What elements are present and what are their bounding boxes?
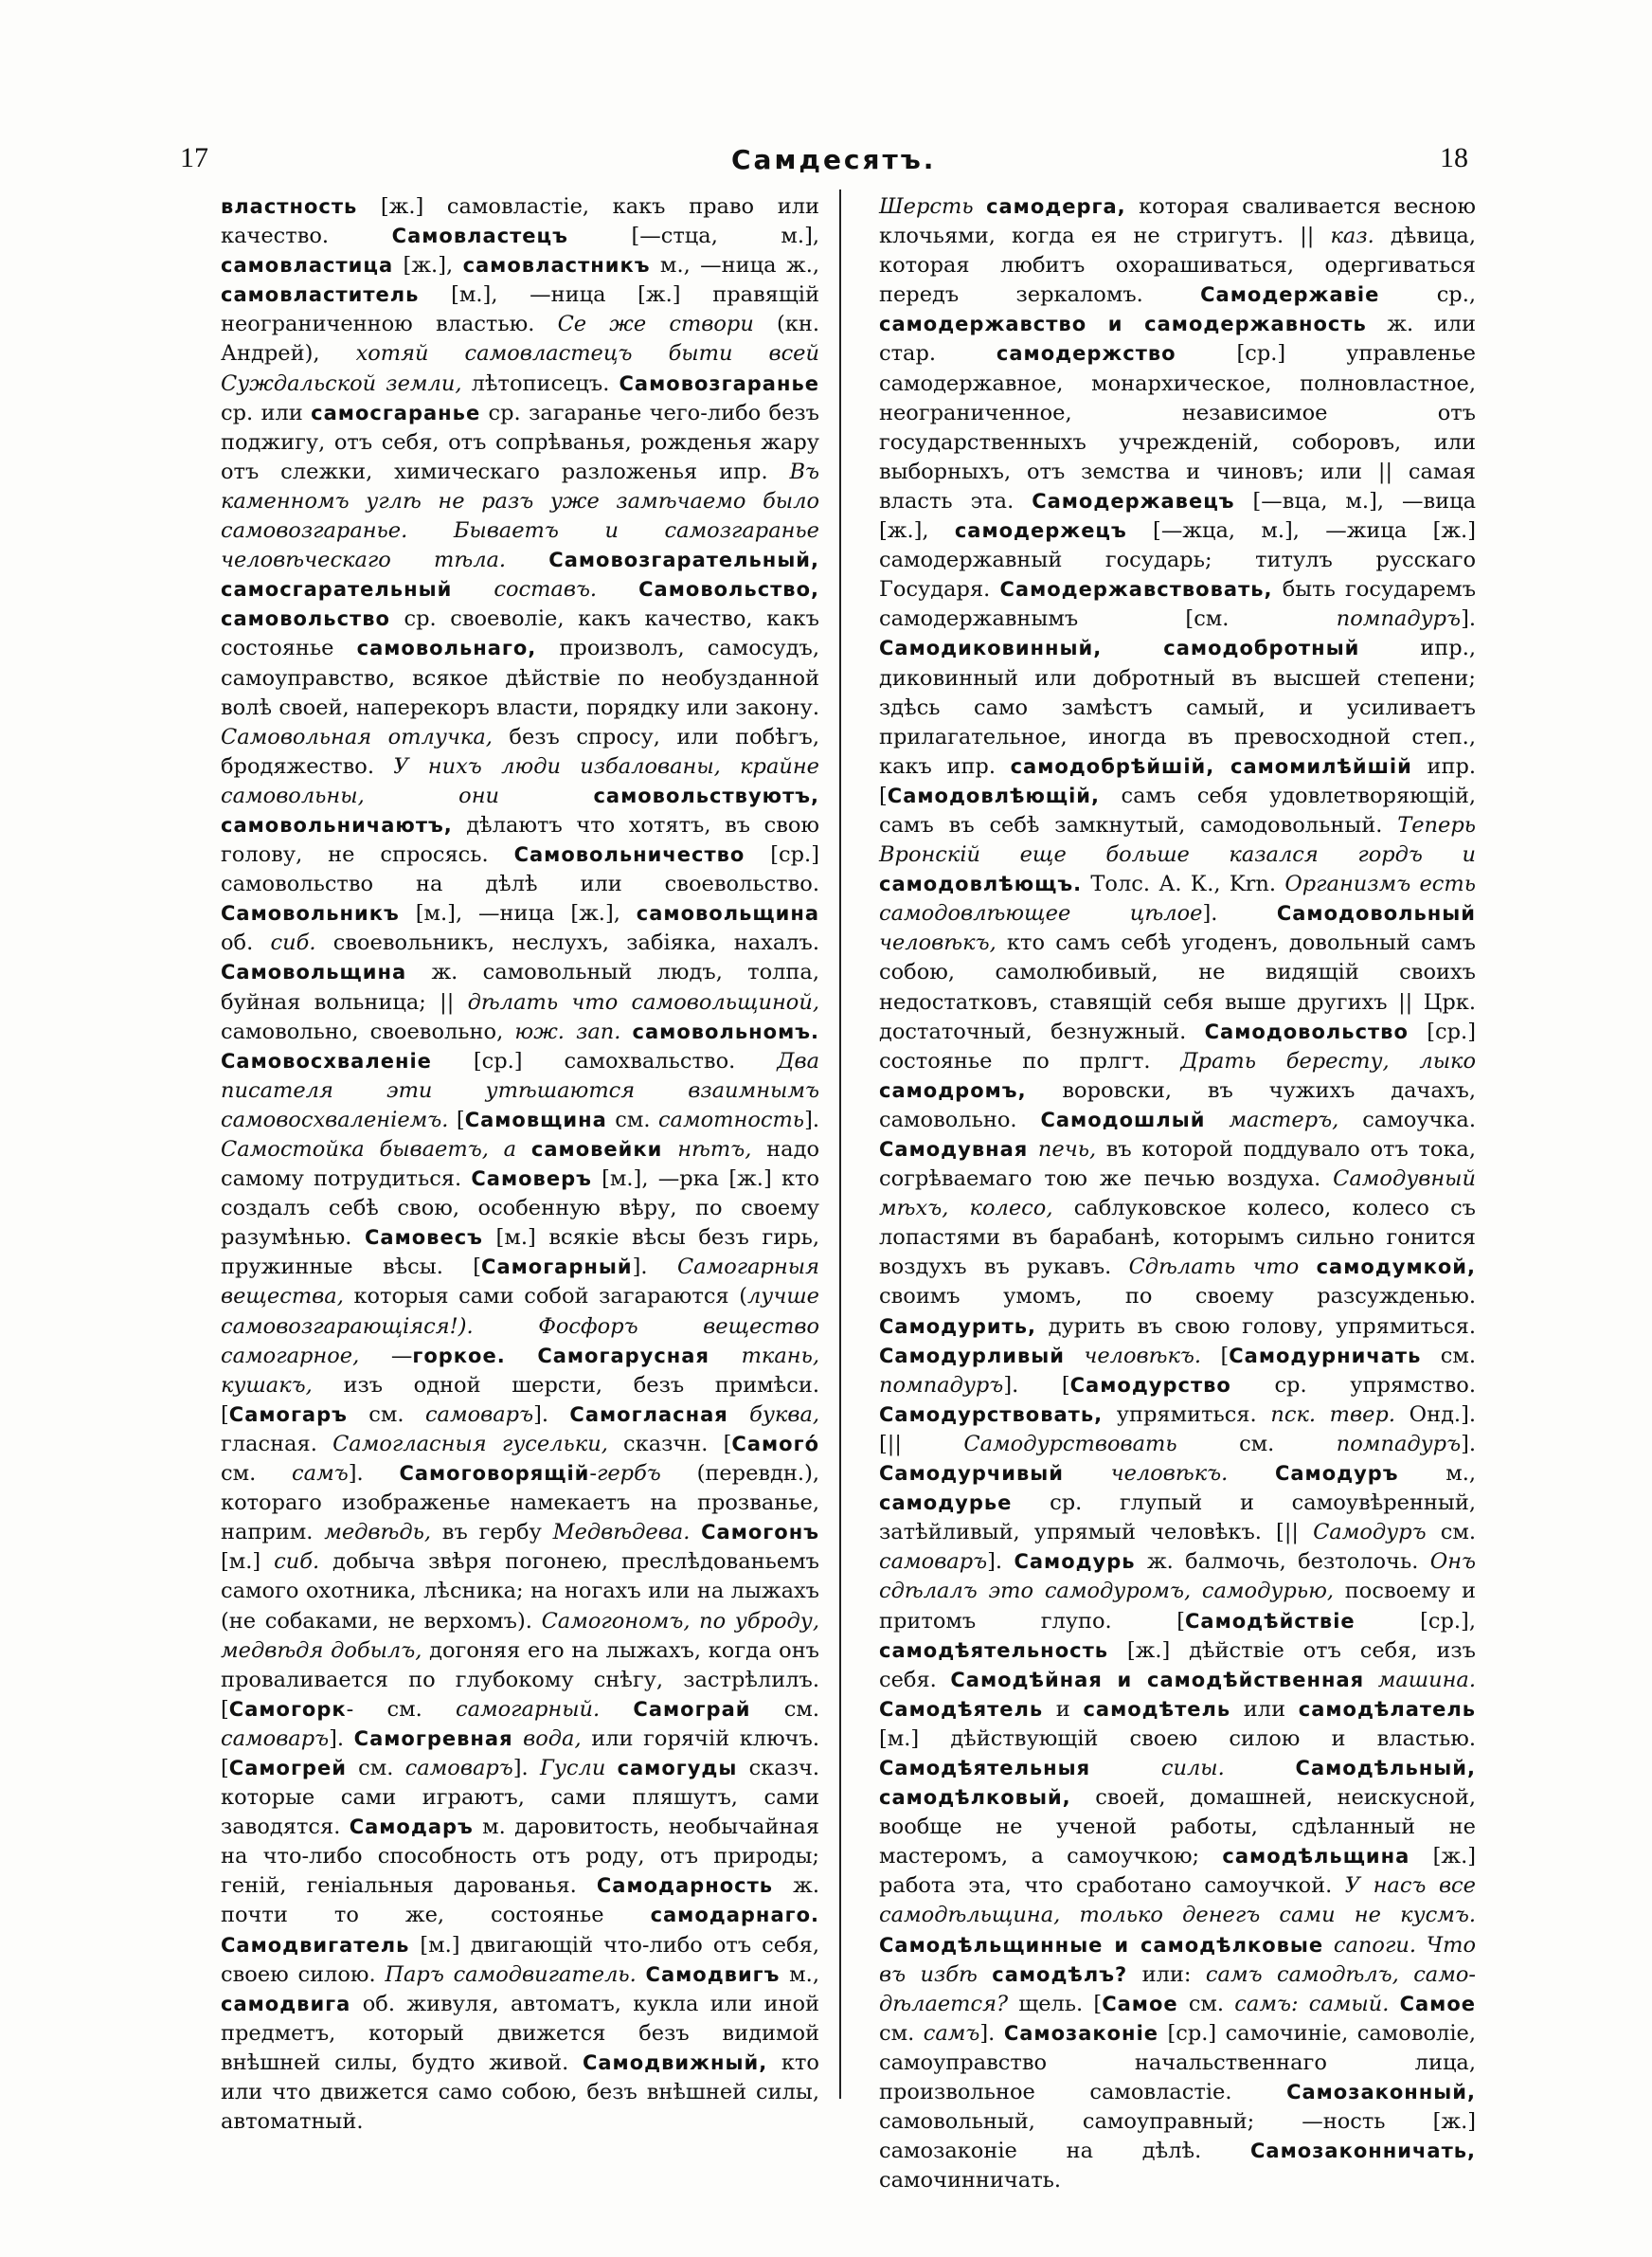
italic-text: человѣкъ, [879, 930, 997, 956]
italic-text: сапоги. Что въ избѣ [879, 1932, 1476, 1987]
headword: самодѣльщина [1222, 1845, 1410, 1869]
body-text: ]. [512, 1755, 540, 1780]
headword: Самодѣйная и самодѣйственная [950, 1668, 1365, 1691]
body-text: ж. почти то же, состоянье [221, 1873, 819, 1928]
body-text [1064, 1461, 1111, 1486]
body-text: [—стца, м.], [567, 224, 820, 249]
headword: самодѣлатель [1298, 1697, 1476, 1721]
body-text: Толс. А. К., Krn. [1082, 872, 1285, 897]
body-text: [—вца, м.], —вица [ж.], [879, 488, 1476, 544]
body-text: дѣлаютъ что хотятъ, въ свою голову, не спросясь. [221, 812, 819, 868]
body-text: [м.], —рка [ж.] кто создалъ себѣ свою, особенную вѣру, по своему разумѣнью. [221, 1166, 819, 1251]
italic-text: самогарный. [455, 1696, 601, 1722]
italic-text: Самогласныя гусельки, [332, 1431, 608, 1456]
headword: Самовластецъ [391, 225, 568, 248]
headword: Самовозгаранье [619, 371, 819, 395]
right-column [879, 192, 1477, 2194]
body-text: см. [1177, 1991, 1235, 2016]
headword: Самодѣятель [879, 1697, 1044, 1721]
headword: Самодвижный, [582, 2050, 768, 2074]
body-text [1028, 1137, 1038, 1162]
headword: Самодѣльный, самодѣлковый, [879, 1756, 1476, 1810]
italic-text: У нихъ люди избалованы, крайне самовольны, они [221, 753, 819, 808]
headword: Самое [1399, 1992, 1477, 2015]
body-text: своимъ умомъ, по своему разсужденью. [879, 1284, 1476, 1309]
italic-text: Самогарныя вещества, [221, 1255, 819, 1309]
left-column [221, 192, 820, 2135]
italic-text: самоваръ [879, 1549, 988, 1575]
body-text: [ср.] состоянье по прлгт. [879, 1019, 1476, 1074]
body-text: [ [448, 1107, 465, 1132]
italic-text: сиб. [270, 930, 316, 956]
headword: Самодвигатель [221, 1933, 410, 1957]
italic-text: каз. [1330, 224, 1374, 249]
italic-text: вода, [523, 1725, 582, 1751]
body-text: ср. или [221, 400, 312, 425]
body-text: (кн. Андрей), [221, 312, 819, 367]
body-text: - см. [346, 1696, 456, 1722]
headword: Самовщина [464, 1108, 607, 1131]
headword: самовластица [221, 254, 394, 278]
italic-text: самоваръ [424, 1401, 534, 1427]
body-text [662, 1137, 677, 1162]
left-column-text [221, 192, 819, 2137]
italic-text: Организмъ есть самодовлѣющее цѣлое [879, 872, 1476, 927]
headword: Самодурить, [879, 1314, 1036, 1338]
italic-text: Се же створи [557, 312, 754, 337]
body-text: своевольникъ, неслухъ, забіяка, нахалъ. [315, 930, 819, 956]
italic-text: Самодуръ [1313, 1520, 1427, 1545]
body-text [974, 194, 986, 219]
body-text [499, 784, 593, 808]
body-text [709, 1344, 742, 1368]
body-text: саблуковское колесо, колесо съ лопастями въ барабанѣ, которымъ сильно гонится воздухъ въ рукавъ. [879, 1196, 1476, 1280]
body-text: въ которой поддувало отъ тока, согрѣваемаго тою же печью воздуха. [879, 1137, 1476, 1192]
body-text: самочинничать. [879, 2168, 1062, 2194]
body-text: [ср.] самовольство на дѣлѣ или своевольство. [221, 842, 819, 897]
body-text: ]. [804, 1107, 819, 1132]
body-text: [м.] дѣйствующій своею силою и властью. [879, 1725, 1476, 1751]
body-text: гласная. [221, 1431, 333, 1456]
italic-text: лучше самовозгарающіяся!). Фосфоръ вещество самогарное, [221, 1284, 819, 1368]
body-text: см. [1421, 1343, 1476, 1368]
page-header [0, 142, 1652, 190]
body-text: ср. глупый и самоувѣренный, затѣйливый, упрямый человѣкъ. [|| [879, 1490, 1476, 1545]
body-text [1299, 1255, 1316, 1279]
body-text: посвоему и притомъ глупо. [ [879, 1579, 1477, 1634]
headword: самодарнаго. [650, 1904, 819, 1927]
headword: Самодувная [879, 1138, 1029, 1161]
headword: Самогрей [228, 1756, 347, 1779]
italic-text: Драть бересту, лыко [1180, 1048, 1477, 1074]
headword: самодѣтель [1083, 1697, 1231, 1721]
italic-text: юж. зап. [514, 1019, 621, 1044]
headword: самодурье [879, 1491, 1013, 1515]
headword: самодержавство и самодержавность [879, 313, 1367, 336]
italic-text: нѣтъ, [677, 1137, 752, 1162]
headword: самодвига [221, 1992, 351, 2015]
body-text [452, 577, 494, 602]
italic-text: самоваръ [221, 1725, 330, 1751]
body-text: м., [1398, 1461, 1477, 1487]
headword: самовольствуютъ, самовольничаютъ, [221, 784, 819, 837]
headword: Самогревная [353, 1726, 513, 1750]
body-text: добыча звѣря погонею, преслѣдованьемъ самого охотника, лѣсника; на ногахъ или на лыжахъ (не собаками, не верхомъ). [221, 1549, 819, 1634]
body-text: см. [347, 1401, 425, 1427]
headword: Самодошлый [1040, 1108, 1206, 1131]
body-text: см. [879, 2020, 924, 2046]
body-text: своей, домашней, неискусной, вообще не ученой работы, сдѣланный не мастеромъ, а самоучкою; [879, 1785, 1476, 1869]
right-column-text [879, 192, 1476, 2195]
italic-text: Онъ сдѣлалъ это самодуромъ, самодурью, [879, 1549, 1477, 1604]
headword: Самодарность [596, 1874, 774, 1898]
headword: Самозаконный, [1286, 2081, 1476, 2104]
italic-text: машина. [1377, 1667, 1476, 1692]
headword: Самогорк [228, 1697, 347, 1721]
headword: самодобрѣйшій, самомилѣйшій [1010, 754, 1412, 778]
body-text [620, 1020, 632, 1044]
headword: самовластникъ [462, 254, 651, 278]
body-text [728, 1402, 749, 1427]
headword: Самодержавіе [1200, 283, 1380, 307]
body-text: ]. [329, 1725, 354, 1751]
body-text: ср., [1379, 282, 1476, 308]
headword: самодержство [996, 342, 1176, 366]
headword: самодержецъ [954, 519, 1127, 543]
headword: Самоверъ [471, 1167, 592, 1191]
headword: самодерга, [986, 195, 1126, 218]
headword: Самодовлѣющій, [887, 784, 1100, 807]
headword: Самодѣятельныя [879, 1756, 1091, 1779]
body-text: Онд.]. [|| [879, 1401, 1477, 1456]
italic-text: помпадуръ [879, 1372, 1004, 1398]
headword: Самодержавецъ [1032, 489, 1235, 513]
headword: Самовольщина [221, 961, 407, 984]
headword: Самогό [731, 1432, 819, 1455]
italic-text: помпадуръ [1336, 1431, 1462, 1456]
headword: самодромъ, [879, 1078, 1027, 1102]
body-text: [ж.] дѣйствіе отъ себя, изъ себя. [879, 1637, 1476, 1692]
body-text: и [1043, 1696, 1084, 1722]
italic-text: хотяй самовластецъ быти всей Суждальской земли, [221, 341, 819, 396]
page-number-left: 17 [180, 142, 208, 173]
headword: Самозаконіе [1003, 2021, 1159, 2045]
headword: Самовосхваленіе [221, 1049, 432, 1073]
headword: Самодурливый [879, 1344, 1065, 1367]
body-text [1323, 1933, 1334, 1958]
body-text: [ср.] самохвальство. [431, 1048, 778, 1074]
body-text [516, 1137, 531, 1162]
body-text: ]. [348, 1461, 400, 1487]
body-text [978, 1962, 992, 1987]
headword: самодовлѣющъ. [879, 873, 1083, 896]
body-text: произволъ, самосудъ, самоуправство, всякое дѣйствіе по необузданной волѣ своей, наперекоръ власти, порядку или закону. [221, 636, 819, 720]
headword: Самодержавствовать, [999, 578, 1273, 602]
body-text: сказчн. [ [607, 1431, 732, 1456]
headword: властность [221, 195, 358, 218]
italic-text: ткань, кушакъ, [221, 1343, 819, 1398]
headword: Самодвигъ [645, 1962, 781, 1986]
italic-text: самоваръ [404, 1755, 513, 1780]
body-text: догоняя его на лыжахъ, когда онъ проваливается по глубокому снѣгу, застрѣлилъ. [ [221, 1637, 820, 1722]
italic-text: Сдѣлать что [1128, 1255, 1300, 1280]
body-text [506, 548, 548, 572]
italic-text: дѣлать что самовольщиной, [467, 989, 819, 1015]
headword: Самодовольный [1276, 902, 1476, 926]
italic-text: Самовольная отлучка, [221, 724, 493, 749]
body-text: ]. [ [1003, 1372, 1070, 1398]
headword: Самодаръ [349, 1815, 474, 1839]
body-text: ж. или стар. [879, 312, 1476, 367]
italic-text: сиб. [274, 1549, 320, 1575]
headword: Самодуръ [1274, 1462, 1399, 1486]
italic-text: гербъ [596, 1461, 661, 1487]
body-text: [ж.] самовластіе, какъ право или качество. [221, 194, 819, 249]
body-text: об. живуля, автоматъ, кукла или иной предметъ, который движется безъ видимой внѣшней силы, будто живой. [221, 1991, 819, 2075]
headword: Самодурь [1014, 1550, 1136, 1574]
italic-text: Медвѣдева. [552, 1520, 691, 1545]
headword: Самодурство [1069, 1373, 1231, 1397]
body-text [1205, 1108, 1229, 1132]
italic-text: Шерсть [879, 194, 974, 219]
italic-text: самъ самодѣлъ, само-дѣлается? [879, 1961, 1477, 2016]
body-text: [м.], —ница [ж.], [399, 901, 637, 927]
body-text: [м.] двигающій что-либо отъ себя, своею силою. [221, 1932, 819, 1987]
italic-text: Теперь Вронскій еще больше казался гордъ и [879, 812, 1476, 868]
body-text: об. [221, 930, 271, 956]
body-text [513, 1726, 524, 1751]
body-text: ж. балмочь, безтолочь. [1135, 1549, 1430, 1575]
headword: Самогласная [569, 1402, 728, 1426]
headword: Самогонъ [701, 1521, 819, 1544]
body-text: ср. своеволіе, какъ качество, какъ состоянье [221, 606, 819, 661]
body-text: - [589, 1461, 597, 1487]
body-text: которыя сами собой загараются ( [343, 1284, 747, 1309]
italic-text: помпадуръ [1336, 606, 1462, 632]
body-text: см. [750, 1696, 819, 1722]
body-text: см. [1176, 1431, 1337, 1456]
body-text: [м.] всякіе вѣсы безъ гирь, пружинные вѣсы. [ [221, 1225, 819, 1280]
headword: самодумкой, [1316, 1255, 1476, 1279]
body-text: самовольный, самоуправный; —ность [ж.] самозаконіе на дѣлѣ. [879, 2109, 1476, 2164]
body-text [600, 1697, 633, 1722]
body-text [506, 1344, 538, 1368]
body-text: ]. [1202, 901, 1277, 927]
body-text [605, 1756, 617, 1780]
italic-text: Два писателя эти утѣшаются взаимнымъ самовосхваленіемъ. [221, 1048, 819, 1132]
body-text: въ гербу [431, 1520, 553, 1545]
body-text: самовольно, своевольно, [221, 1019, 515, 1044]
headword: Самодѣльщинные и самодѣлковые [879, 1933, 1324, 1957]
body-text [1090, 1756, 1161, 1780]
body-text: ипр., диковинный или добротный въ высшей степени; здѣсь само замѣстъ самый, и усиливаетъ прилагательное, иногда въ превосходной степ., какъ ипр. [879, 636, 1477, 779]
body-text [597, 577, 638, 602]
headword: самовластитель [221, 283, 420, 307]
body-text: ипр. [ [879, 753, 1476, 808]
body-text: ]. [987, 1549, 1015, 1575]
headword: Самогарусная [537, 1344, 709, 1367]
headword: самодѣятельность [879, 1638, 1109, 1662]
body-text [1389, 1992, 1399, 2016]
headword: Самодиковинный, самодобротный [879, 637, 1360, 660]
italic-text: Самогономъ, по уброду, медвѣдя добылъ, [221, 1608, 819, 1663]
headword: горкое. [412, 1344, 506, 1367]
body-text: [ср.] самочиніе, самоволіе, самоуправство начальственнаго лица, произвольное самовластіе. [879, 2020, 1476, 2104]
body-text: ]. [1461, 606, 1476, 632]
body-text: см. [221, 1461, 293, 1487]
italic-text: мастеръ, [1229, 1107, 1339, 1132]
body-text: изъ одной шерсти, безъ примѣси. [ [221, 1372, 819, 1427]
italic-text: силы. [1160, 1755, 1225, 1780]
body-text: лѣтописецъ. [461, 370, 620, 396]
italic-text: печь, [1037, 1137, 1097, 1162]
body-text: или: [1127, 1961, 1206, 1987]
body-text: [м.] [221, 1549, 275, 1575]
headword: Самодовольство [1204, 1020, 1409, 1043]
body-text: кто самъ себѣ угоденъ, довольный самъ собою, самолюбивый, не видящій своихъ недостатковъ, ставящій себя выше другихъ || Црк. достаточный, безнужный. [879, 930, 1476, 1044]
body-text: которая сваливается весною клочьями, когда ея не стригутъ. || [879, 194, 1476, 249]
body-text [1065, 1344, 1084, 1368]
headword: самовейки [530, 1138, 663, 1161]
body-text: ср. упрямство. [1230, 1372, 1476, 1398]
italic-text: Паръ самодвигатель. [385, 1961, 637, 1987]
body-text: [ср.] управленье самодержавное, монархическое, полновластное, неограниченное, независимое отъ государственныхъ учрежденій, соборовъ, или выборныхъ, отъ земства и чиновъ; или || самая власть эта. [879, 341, 1476, 514]
headword: Самовольство, самовольство [221, 578, 820, 631]
body-text: ]. [1461, 1431, 1477, 1456]
italic-text: Самостойка бываетъ, а [221, 1137, 517, 1162]
headword: самодѣлъ? [992, 1962, 1128, 1986]
body-text: или [1230, 1696, 1299, 1722]
italic-text: самъ: самый. [1234, 1991, 1390, 2016]
italic-text: человѣкъ. [1110, 1461, 1229, 1487]
headword: Самое [1102, 1992, 1178, 2015]
headword: самосгаранье [311, 401, 481, 424]
body-text: м., —ница ж., [650, 253, 819, 279]
body-text: ]. [979, 2020, 1004, 2046]
body-text: ]. [533, 1401, 570, 1427]
italic-text: самъ [292, 1461, 349, 1487]
headword: самовольщина [636, 902, 819, 926]
column-divider [839, 190, 841, 2099]
body-text: м., [780, 1961, 819, 1987]
headword: Самовольникъ [221, 902, 400, 926]
body-text: дурить въ свою голову, упрямиться. [1036, 1313, 1476, 1339]
body-text: самоучка. [1338, 1107, 1476, 1132]
italic-text: Гусли [539, 1755, 606, 1780]
italic-text: пск. твер. [1270, 1401, 1395, 1427]
headword: Самовольничество [513, 843, 745, 867]
headword: самовольнаго, [356, 637, 537, 660]
body-text [1364, 1668, 1378, 1692]
body-text: кто или что движется само собою, безъ внѣшней силы, автоматный. [221, 2049, 819, 2135]
body-text: ср. загаранье чего-либо безъ поджигу, отъ себя, отъ сопрѣванья, рожденья жару отъ слежки, химическаго разложенья ипр. [221, 400, 819, 484]
italic-text: медвѣдь, [324, 1520, 432, 1545]
headword: Самовесъ [365, 1226, 483, 1250]
body-text: (перевдн.), котораго изображенье намекаетъ на прозванье, наприм. [221, 1461, 819, 1545]
body-text: [ [1201, 1343, 1230, 1368]
body-text: ]. [632, 1255, 677, 1280]
body-text: см. [346, 1755, 405, 1780]
body-text: дѣвица, которая любитъ охорашиваться, одергиваться передъ зеркаломъ. [879, 224, 1476, 308]
headword: Самограй [633, 1697, 751, 1721]
headword: Самодѣйствіе [1184, 1609, 1356, 1633]
headword: Самовозгарательный, самосгарательный [221, 549, 820, 602]
body-text: см. [1426, 1520, 1476, 1545]
italic-text: самъ [923, 2020, 980, 2046]
headword: самовольномъ. [632, 1020, 819, 1043]
body-text: [м.], —ница [ж.] правящій неограниченною властью. [221, 282, 819, 337]
italic-text: Самодурствовать [963, 1431, 1177, 1456]
headword: Самодурчивый [879, 1462, 1064, 1486]
body-text [1228, 1461, 1275, 1486]
body-text: [—жца, м.], —жица [ж.] самодержавный государь; титулъ русскаго Государя. [879, 518, 1476, 603]
headword: Самогаръ [228, 1402, 348, 1426]
body-text: [ж.] работа эта, что сработано самоучкой. [879, 1844, 1476, 1899]
body-text: ж. самовольный людъ, толпа, буйная вольница; || [221, 960, 819, 1015]
body-text: самъ себя удовлетворяющій, самъ въ себѣ замкнутый, самодовольный. [879, 783, 1476, 838]
body-text: упрямиться. [1103, 1401, 1271, 1427]
page-number-right: 18 [1440, 142, 1468, 173]
italic-text: Въ каменномъ углѣ не разъ уже замѣчаемо было самовозгаранье. Бываетъ и самозгаранье человѣческаго тѣла. [221, 459, 819, 573]
italic-text: буква, [749, 1401, 820, 1427]
body-text [1225, 1756, 1296, 1780]
headword: Самоговорящій [399, 1462, 590, 1486]
italic-text: Самодувный мѣхъ, колесо, [879, 1166, 1476, 1221]
italic-text: составъ. [494, 577, 598, 603]
body-text: — [359, 1343, 413, 1368]
italic-text: самотность [657, 1107, 805, 1132]
body-text: быть государемъ самодержавнымъ [см. [879, 577, 1477, 632]
body-text: или горячій ключъ. [ [221, 1725, 819, 1780]
italic-text: человѣкъ. [1084, 1343, 1202, 1368]
body-text: воровски, въ чужихъ дачахъ, самовольно. [879, 1077, 1476, 1132]
headword: Самодурствовать, [879, 1402, 1104, 1426]
body-text [690, 1520, 701, 1544]
body-text: м. даровитость, необычайная на что-либо способность отъ роду, отъ природы; геній, геніальныя дарованья. [221, 1815, 820, 1899]
headword: Самозаконничать, [1250, 2140, 1476, 2163]
italic-text: У насъ все самодѣльщина, только денегъ сами не кусмъ. [879, 1873, 1476, 1928]
body-text: сказч. которые сами играютъ, сами пляшутъ, сами заводятся. [221, 1755, 819, 1840]
running-head: Самдесятъ. [731, 144, 937, 175]
body-text: [ср.], [1355, 1608, 1476, 1634]
headword: Самогарный [481, 1255, 633, 1279]
headword: Самодурничать [1229, 1344, 1422, 1367]
body-text: безъ спросу, или побѣгъ, бродяжество. [221, 724, 820, 779]
body-text: надо самому потрудиться. [221, 1137, 819, 1192]
headword: самогуды [617, 1756, 738, 1779]
body-text: [ж.], [393, 253, 463, 279]
body-text: см. [606, 1107, 658, 1132]
body-text: щель. [ [1008, 1991, 1103, 2016]
body-text [637, 1962, 646, 1987]
